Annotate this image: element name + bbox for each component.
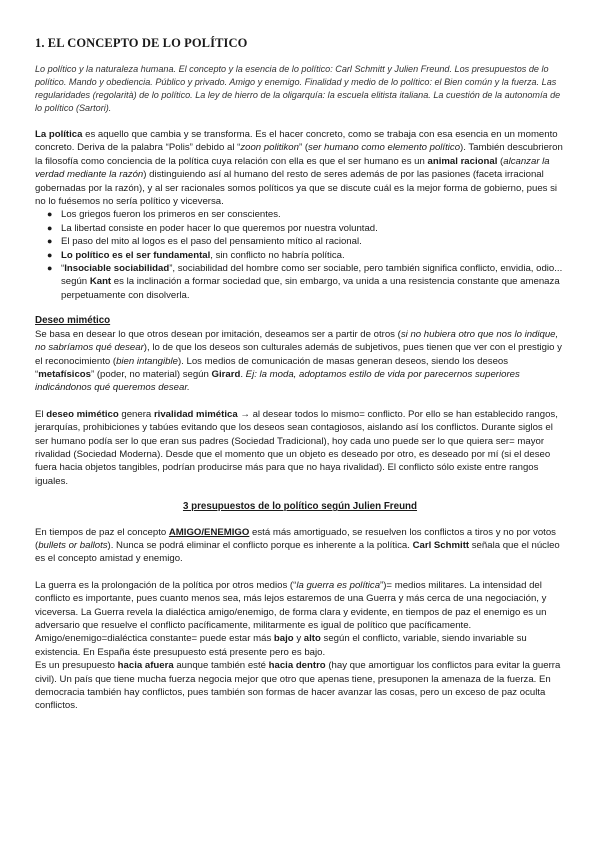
term-la-politica: La política <box>35 129 83 140</box>
list-item: ● La libertad consiste en poder hacer lo que queremos por nuestra voluntad. <box>47 222 378 234</box>
list-item: ● “Insociable sociabilidad”, sociabilidad del hombre como ser sociable, pero también significa conflicto, envidia, odio... según Kant es la inclinación a formar sociedad que, sin embargo, va unida a una resistencia constante que amenaza perpetuamente con disolverla. <box>47 263 563 301</box>
term-animal-racional: animal racional <box>427 155 498 167</box>
section-heading-freund: 3 presupuestos de lo político según Julien Freund <box>182 501 418 513</box>
bullet-icon: ● <box>47 209 53 220</box>
paragraph-freund-1: En tiempos de paz el concepto AMIGO/ENEMIGO está más amortiguado, se resuelven los conflictos a tiros y no por votos (bullets or ballots). Nunca se podrá eliminar el conflicto porque es inherente a la política. Carl Schmitt señala que el núcleo es el concepto amistad y enemigo. <box>35 526 560 565</box>
document-title: 1. EL CONCEPTO DE LO POLÍTICO <box>35 36 248 50</box>
list-item: ● El paso del mito al logos es el paso del pensamiento mítico al racional. <box>47 236 362 248</box>
topic-summary: Lo político y la naturaleza humana. El concepto y la esencia de lo político: Carl Schmitt y Julien Freund. Los presupuestos de lo político. Mando y obediencia. Público y privado. Amigo y enemigo. Finalidad y medio de lo político: el Bien común y la fuerza. Las regularidades (regolarità) de lo político. La ley de hierro de la oligarquía: la escuela elitista italiana. La cuestión de la autonomía de lo político (Sartori). <box>35 64 561 113</box>
paragraph-politica: La política es aquello que cambia y se transforma. Es el hacer concreto, como se trabaja con esa esencia en un momento concreto. Deriva de la palabra “Polis” debido al “zoon politikon” (ser humano como elemento político). También descubrieron la filosofía como conciencia de la política cuya relación con ella es que el ser humano es un animal racional (alcanzar la verdad mediante la razón) distinguiendo así al humano del resto de seres además de por las pasiones (faceta irracional gobernadas por la razón), y al ser racionales somos políticos ya que se discute cuál es la mejor forma de gobierno, pues si no lo fuésemos no sería político y viceversa. <box>35 129 563 208</box>
bullet-icon: ● <box>47 222 53 233</box>
paragraph-freund-3: Es un presupuesto hacia afuera aunque también esté hacia dentro (hay que amortiguar los conflictos para evitar la guerra civil). Un país que tiene mucha fuerza negocia mejor que otro que apenas tiene, presuponen la amenaza de la fuerza. En democracia también hay conflictos, pues también son formas de hacer avanzar las cosas, pero un exceso de paz oculta conflictos. <box>35 660 561 712</box>
list-item: ● Los griegos fueron los primeros en ser conscientes. <box>47 209 281 221</box>
term-zoon-politikon: zoon politikon <box>240 142 299 154</box>
paragraph-deseo-2: El deseo mimético genera rivalidad mimética → al desear todos lo mismo= conflicto. Por ello se han establecido rangos, jerarquías, prohibiciones y tabúes evitando que los deseos sean contagiosos, aislando así los conflictos. Durante siglos el ser humano podía ser lo que eran sus padres (Sociedad Tradicional), hoy cada uno puede ser lo que quiera ser= mayor rivalidad (Sociedad Moderna). Desde que el momento que un objeto es deseado por otro, es deseado por mí (si el deseo fuera hacia objetos tangibles, podrían producirse más para que no haya rivalidad). El conflicto sólo existe entre rangos iguales. <box>35 408 558 487</box>
bullet-list <box>35 208 565 302</box>
bullet-icon: ● <box>47 236 53 247</box>
list-item: ● Lo político es el ser fundamental, sin conflicto no habría política. <box>47 249 345 261</box>
document-page <box>35 36 565 713</box>
paragraph-freund-2: La guerra es la prolongación de la política por otros medios (“la guerra es política”)= medios militares. La intensidad del conflicto es importante, pues cuanto menos sea, más lejos estaremos de una Guerra y más cerca de una negociación, y viceversa. La Guerra revela la dialéctica amigo/enemigo, de forma clara y evidente, en tiempos de paz el enemigo es un adversario que resuelve el conflicto pacíficamente, militarmente es igual de político que pacíficamente. Amigo/enemigo=dialéctica constante= puede estar más bajo y alto según el conflicto, variable, siendo invariable su existencia. En España éste presupuesto está presente pero es bajo. <box>35 579 547 658</box>
section-heading-deseo-mimetico: Deseo mimético <box>35 315 111 327</box>
bullet-icon: ● <box>47 249 53 260</box>
paragraph-deseo-1: Se basa en desear lo que otros desean por imitación, deseamos ser a partir de otros (si no hubiera otro que nos lo indique, no sabríamos qué desear), lo de que los deseos son culturales además de subjetivos, pues tienen que ver con el prestigio y el reconocimiento (bien intangible). Los medios de comunicación de masas generan deseos, siendo los deseos “metafísicos” (poder, no material) según Girard. Ej: la moda, adoptamos estilo de vida por parecernos superiores indicándonos qué queremos desear. <box>35 328 562 394</box>
bullet-icon: ● <box>47 263 53 274</box>
